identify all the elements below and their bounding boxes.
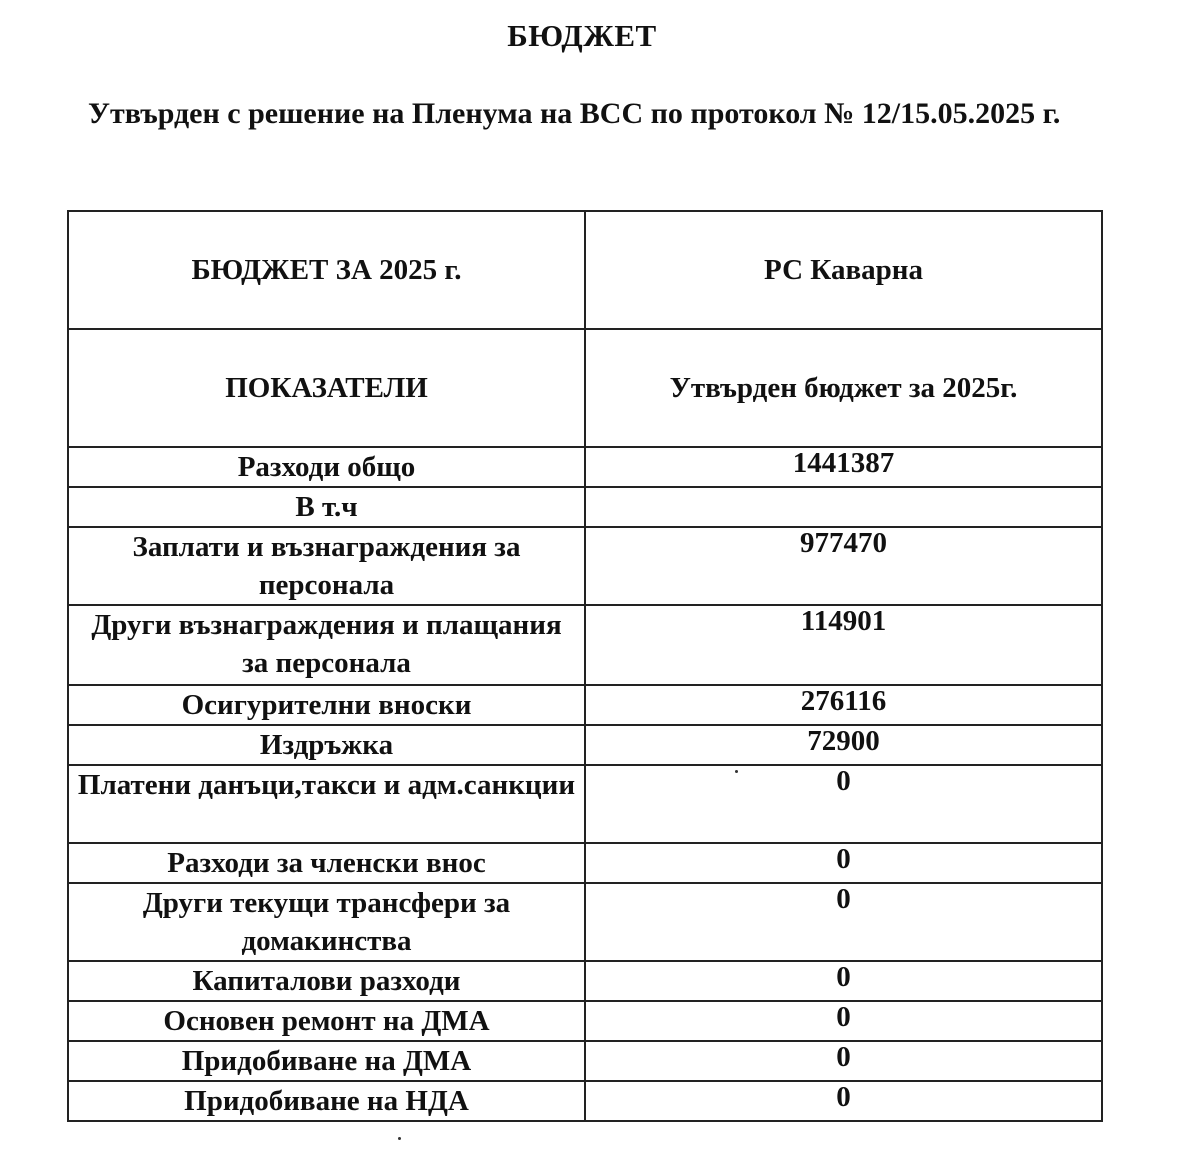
row-label: Други възнаграждения и плащания за персонала xyxy=(68,605,585,685)
header-cell-budget-year: БЮДЖЕТ ЗА 2025 г. xyxy=(68,211,585,329)
row-value xyxy=(585,725,1102,765)
table-row xyxy=(68,1081,1102,1121)
row-label: Основен ремонт на ДМА xyxy=(68,1001,585,1041)
table-row xyxy=(68,487,1102,527)
row-value xyxy=(585,961,1102,1001)
table-row xyxy=(68,685,1102,725)
row-value xyxy=(585,605,1102,685)
scan-speck xyxy=(398,1137,401,1140)
row-value-text: 0 xyxy=(836,1001,851,1033)
row-label: Разходи общо xyxy=(68,447,585,487)
row-label: Придобиване на НДА xyxy=(68,1081,585,1121)
row-value xyxy=(585,527,1102,605)
row-label: Издръжка xyxy=(68,725,585,765)
table-row xyxy=(68,1001,1102,1041)
row-value-text: 0 xyxy=(836,883,851,915)
budget-table xyxy=(67,210,1103,1122)
row-value-text: 72900 xyxy=(807,725,880,757)
header-cell-court-name: РС Каварна xyxy=(585,211,1102,329)
table-row xyxy=(68,843,1102,883)
row-label: Разходи за членски внос xyxy=(68,843,585,883)
document-subtitle: Утвърден с решение на Пленума на ВСС по протокол № 12/15.05.2025 г. xyxy=(88,97,1061,130)
row-label: В т.ч xyxy=(68,487,585,527)
row-value xyxy=(585,765,1102,843)
row-label: Заплати и възнаграждения за персонала xyxy=(68,527,585,605)
row-label: Платени данъци,такси и адм.санкции xyxy=(68,765,585,843)
table-row xyxy=(68,605,1102,685)
row-value xyxy=(585,883,1102,961)
table-header-row xyxy=(68,211,1102,329)
row-value xyxy=(585,1041,1102,1081)
table-row xyxy=(68,961,1102,1001)
row-label: Капиталови разходи xyxy=(68,961,585,1001)
table-header-row xyxy=(68,329,1102,447)
table-row xyxy=(68,765,1102,843)
row-value xyxy=(585,1081,1102,1121)
row-value xyxy=(585,685,1102,725)
row-label: Осигурителни вноски xyxy=(68,685,585,725)
table-row xyxy=(68,883,1102,961)
row-value-text: 1441387 xyxy=(792,447,895,479)
row-value xyxy=(585,1001,1102,1041)
document-title: БЮДЖЕТ xyxy=(507,18,657,53)
header-cell-approved-budget: Утвърден бюджет за 2025г. xyxy=(585,329,1102,447)
row-value xyxy=(585,487,1102,527)
row-label: Други текущи трансфери за домакинства xyxy=(68,883,585,961)
row-value-text: 977470 xyxy=(800,527,887,559)
row-value-text: 276116 xyxy=(800,685,887,717)
table-row xyxy=(68,447,1102,487)
row-value xyxy=(585,843,1102,883)
row-value-text: 0 xyxy=(836,961,851,993)
header-cell-indicators: ПОКАЗАТЕЛИ xyxy=(68,329,585,447)
row-value-text: 0 xyxy=(836,843,851,875)
row-value-text: 0 xyxy=(836,765,851,797)
row-value-text: 114901 xyxy=(800,605,887,637)
row-label: Придобиване на ДМА xyxy=(68,1041,585,1081)
table-row xyxy=(68,527,1102,605)
row-value-text: 0 xyxy=(836,1081,851,1113)
row-value xyxy=(585,447,1102,487)
scan-speck xyxy=(735,770,738,773)
row-value-text: 0 xyxy=(836,1041,851,1073)
table-row xyxy=(68,1041,1102,1081)
table-row xyxy=(68,725,1102,765)
